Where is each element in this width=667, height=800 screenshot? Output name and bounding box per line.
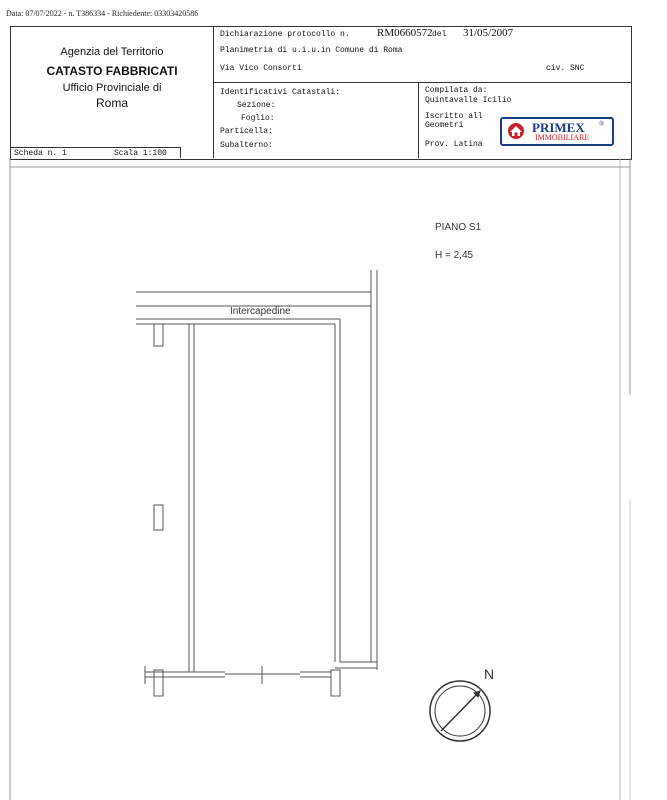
provincia-label: Prov. Latina: [425, 140, 483, 149]
compilata-name: Quintavalle Icilio: [425, 96, 512, 105]
planimetria-text: Planimetria di u.i.u.in Comune di Roma: [220, 46, 403, 55]
iscritto-label: Iscritto all: [425, 112, 483, 121]
del-label: del: [432, 30, 447, 39]
compilata-label: Compilata da:: [425, 86, 488, 95]
scala-value: Scala 1:100: [114, 149, 167, 158]
primex-name: PRIMEX: [532, 120, 585, 135]
altezza-label: H = 2,45: [435, 250, 474, 261]
scheda-number: Scheda n. 1: [14, 149, 67, 158]
piano-label: PIANO S1: [435, 222, 482, 233]
sezione-label: Sezione:: [237, 101, 276, 110]
primex-sub: IMMOBILIARE: [535, 133, 590, 142]
civ-text: civ. SNC: [546, 64, 585, 73]
ufficio-label: Ufficio Provinciale di: [62, 82, 162, 94]
primex-reg: ®: [599, 120, 605, 128]
subalterno-label: Subalterno:: [220, 141, 273, 150]
protocollo-number: RM0660572: [377, 27, 433, 39]
catasto-title: CATASTO FABBRICATI: [46, 64, 178, 78]
ufficio-city: Roma: [95, 96, 128, 110]
document-topline: Data: 07/07/2022 - n. T386334 - Richiedente: 03303420586: [6, 9, 199, 18]
identificativi-title: Identificativi Catastali:: [220, 88, 341, 97]
particella-label: Particella:: [220, 127, 273, 136]
geometri-label: Geometri: [425, 121, 464, 130]
north-label: N: [484, 666, 495, 682]
dichiarazione-label: Dichiarazione protocollo n.: [220, 30, 350, 39]
intercapedine-label: Intercapedine: [230, 306, 291, 317]
via-text: Via Vico Consorti: [220, 64, 302, 73]
foglio-label: Foglio:: [241, 114, 275, 123]
north-arrow-icon: [430, 681, 490, 741]
protocollo-date: 31/05/2007: [463, 27, 514, 39]
agency-name: Agenzia del Territorio: [60, 46, 164, 58]
